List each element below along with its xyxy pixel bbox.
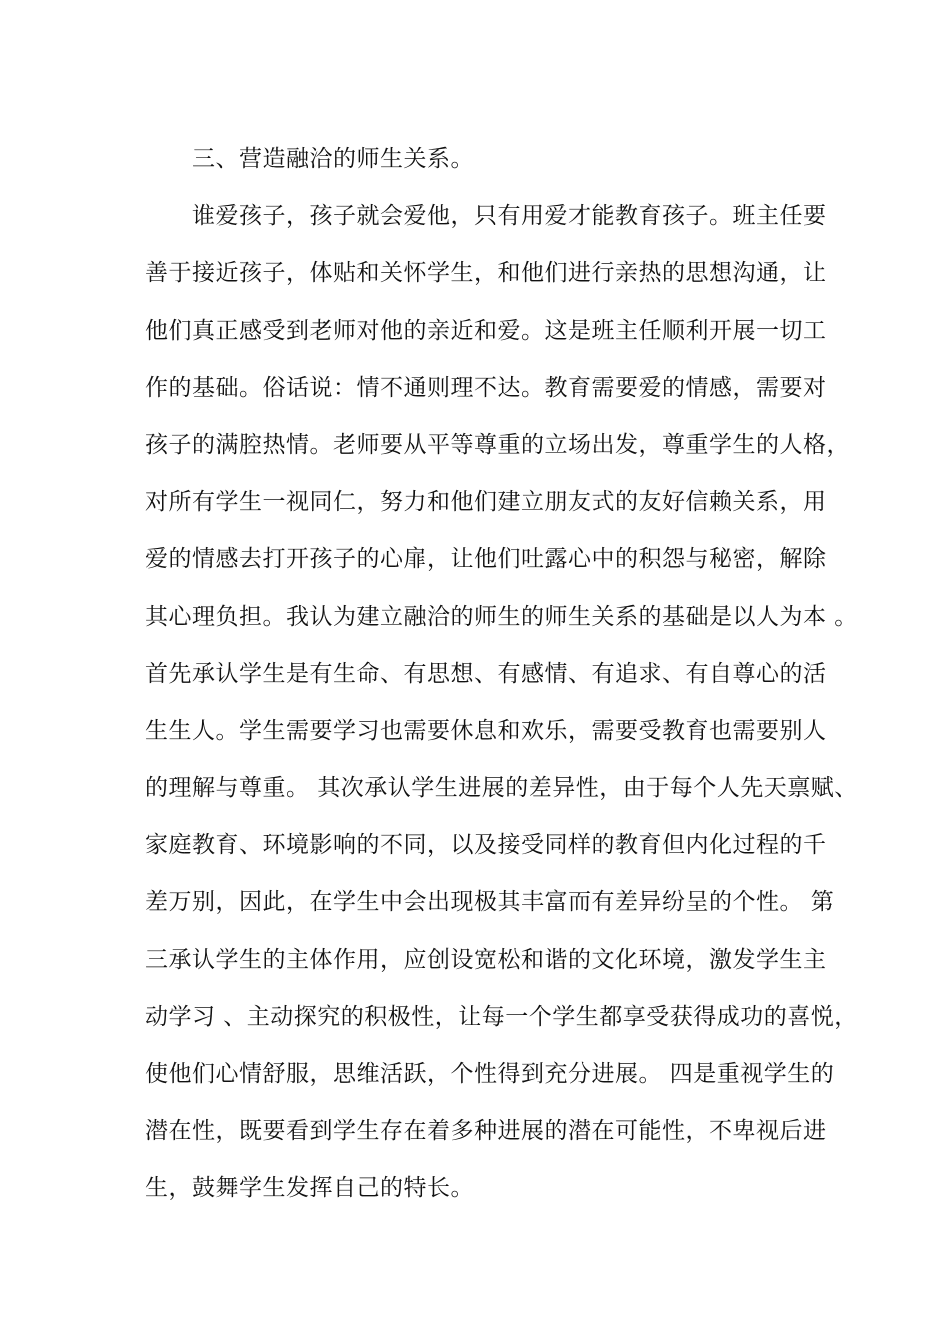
section-heading: 三、营造融洽的师生关系。 xyxy=(145,146,474,172)
paragraph-line: 作的基础。俗话说：情不通则理不达。教育需要爱的情感，需要对 xyxy=(145,374,827,401)
paragraph-line: 潜在性，既要看到学生存在着多种进展的潜在可能性，不卑视后进 xyxy=(145,1118,827,1145)
document-body xyxy=(145,131,858,1218)
paragraph-line: 三承认学生的主体作用，应创设宽松和谐的文化环境，激发学生主 xyxy=(145,946,827,973)
paragraph-line: 善于接近孩子，体贴和关怀学生，和他们进行亲热的思想沟通，让 xyxy=(145,260,827,287)
paragraph-line: 生生人。学生需要学习也需要休息和欢乐，需要受教育也需要别人 xyxy=(145,717,827,744)
paragraph-line: 动学习 、主动探究的积极性，让每一个学生都享受获得成功的喜悦， xyxy=(145,1003,858,1030)
paragraph-line: 生，鼓舞学生发挥自己的特长。 xyxy=(145,1175,474,1202)
paragraph-line: 使他们心情舒服，思维活跃，个性得到充分进展。 四是重视学生的 xyxy=(145,1061,835,1087)
paragraph-line: 孩子的满腔热情。老师要从平等尊重的立场出发，尊重学生的人格， xyxy=(145,431,850,458)
paragraph-line: 其心理负担。我认为建立融洽的师生的师生关系的基础是以人为本 。 xyxy=(145,603,858,630)
paragraph-line: 家庭教育、环境影响的不同，以及接受同样的教育但内化过程的千 xyxy=(145,832,827,859)
paragraph-line: 他们真正感受到老师对他的亲近和爱。这是班主任顺利开展一切工 xyxy=(145,317,827,344)
paragraph-line: 差万别，因此，在学生中会出现极其丰富而有差异纷呈的个性。 第 xyxy=(145,889,835,916)
paragraph-line: 爱的情感去打开孩子的心扉，让他们吐露心中的积怨与秘密，解除 xyxy=(145,546,827,573)
paragraph-line: 的理解与尊重。 其次承认学生进展的差异性，由于每个人先天禀赋、 xyxy=(145,775,858,802)
paragraph-line: 对所有学生一视同仁，努力和他们建立朋友式的友好信赖关系，用 xyxy=(145,489,827,516)
paragraph-line: 谁爱孩子，孩子就会爱他，只有用爱才能教育孩子。班主任要 xyxy=(145,203,827,230)
paragraph-line: 首先承认学生是有生命、有思想、有感情、有追求、有自尊心的活 xyxy=(145,660,827,687)
